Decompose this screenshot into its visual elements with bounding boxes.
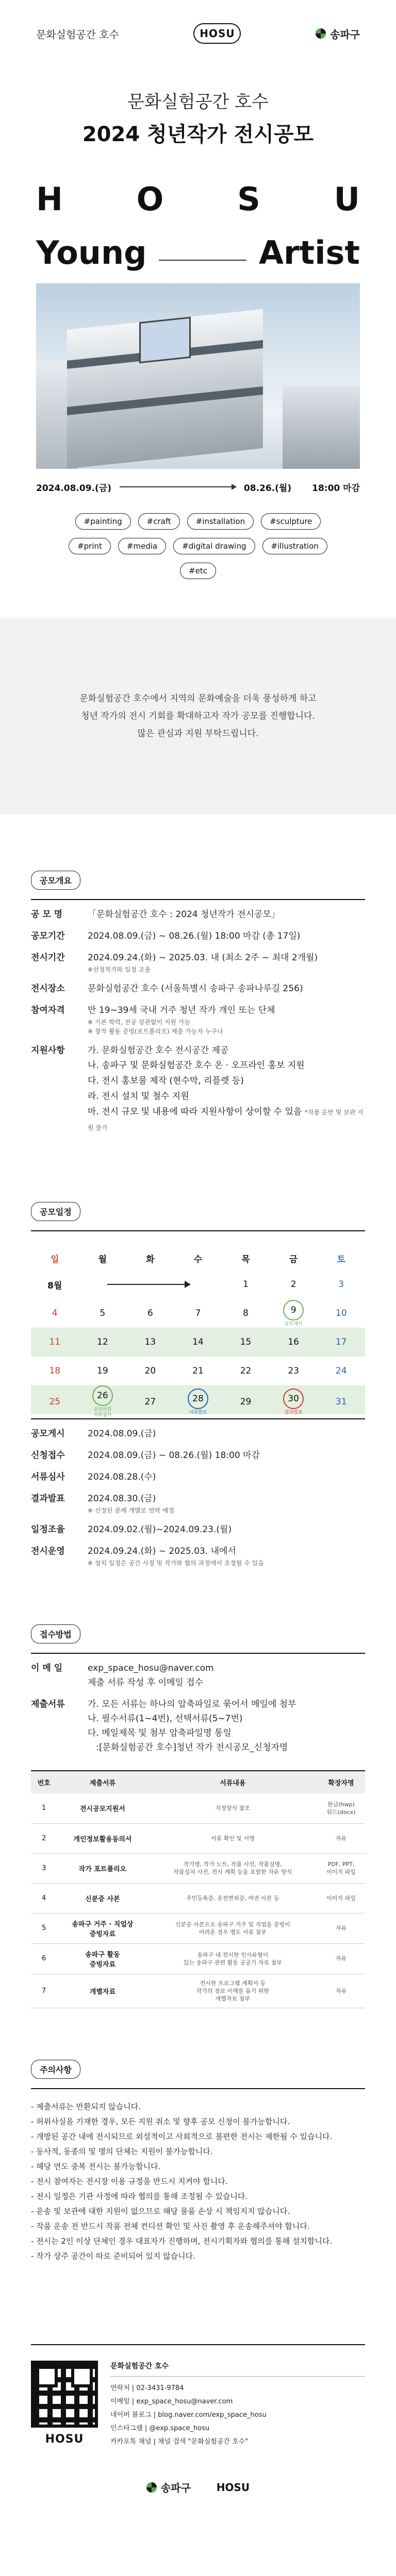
row-key: 일정조율: [31, 1524, 65, 1535]
calendar-day: 21: [192, 1366, 204, 1376]
schedule-row: [31, 1470, 365, 1484]
doc-rule: 다. 메일제목 및 첨부 압축파일명 통일: [88, 1728, 232, 1738]
cell-desc: 서류 확인 및 서명: [148, 1823, 317, 1853]
young-word: Young: [36, 233, 147, 272]
cell-name: 송파구 활동 증빙자료: [57, 1943, 148, 1974]
weekday-header: 월: [98, 1255, 107, 1265]
table-row: [31, 1943, 365, 1974]
cell-desc: 신분증 사본으로 송파구 거주 및 직업을 증빙이 어려운 경우 별도 서류 첨부: [148, 1913, 317, 1943]
cell-name: 신분증 사본: [57, 1883, 148, 1913]
cell-no: 1: [31, 1793, 57, 1823]
section-label: 주의사항: [31, 2060, 80, 2079]
overview-row: [31, 1043, 365, 1058]
cell-name: 개인정보활용동의서: [57, 1823, 148, 1853]
cell-ext: 자유: [317, 1823, 365, 1853]
footer-contact-line: 카카오톡 채널 | 채널 검색 "문화실험공간 호수": [110, 2438, 249, 2446]
calendar-day: 31: [335, 1397, 347, 1407]
intro-line: 청년 작가의 전시 기회를 확대하고자 작가 공모를 진행합니다.: [81, 711, 315, 721]
calendar-day: 30 결과발표: [270, 1388, 318, 1416]
calendar-week: [31, 1270, 365, 1299]
cell-no: 7: [31, 1974, 57, 2008]
weekday-header: 토: [337, 1255, 345, 1265]
letter-h: H: [36, 180, 63, 218]
row-value: 문화실험공간 호수 (서울특별시 송파구 송파나루길 256): [88, 984, 303, 994]
calendar-day: 23: [288, 1366, 299, 1376]
section-label: 공모일정: [31, 1202, 80, 1221]
calendar-day: 5: [100, 1308, 106, 1318]
overview-row: [31, 929, 365, 943]
weekday-header: 일: [51, 1255, 59, 1265]
cell-name: 개별자료: [57, 1974, 148, 2008]
support-item: 라. 전시 설치 및 철수 지원: [88, 1091, 189, 1101]
calendar-day: 22: [240, 1366, 252, 1376]
calendar-day: 6: [147, 1308, 153, 1318]
row-note: ※ 기본 학력, 전공 상관없이 지원 가능 ※ 창작 활동 증빙(포트폴리오) 제출 가능자 누구나: [88, 1019, 223, 1035]
end-date: 08.26.(월): [243, 483, 292, 494]
young-artist-row: [0, 227, 396, 278]
tag: #installation: [187, 513, 254, 530]
calendar-day: 19: [97, 1366, 108, 1376]
calendar-day: 9 공모개시: [270, 1300, 318, 1327]
table-row: [31, 1823, 365, 1853]
letter-u: U: [334, 180, 360, 218]
cell-no: 3: [31, 1853, 57, 1883]
calendar-day: 29: [240, 1397, 252, 1407]
overview-row: [31, 981, 365, 996]
footer-contact-line: 인스타그램 | @exp.space_hosu: [110, 2425, 210, 2432]
cell-no: 5: [31, 1913, 57, 1943]
tag: #digital drawing: [173, 538, 255, 554]
cell-no: 6: [31, 1943, 57, 1974]
table-row: [31, 1974, 365, 2008]
email-note: 제출 서류 작성 후 이메일 접수: [88, 1677, 204, 1688]
row-value: 2024.08.30.(금): [88, 1494, 156, 1504]
calendar-day: 1: [243, 1279, 249, 1290]
row-key: 전시장소: [31, 984, 65, 994]
calendar-day: 14: [192, 1337, 204, 1347]
overview-row: [31, 1003, 365, 1036]
calendar-day: 12: [97, 1337, 108, 1347]
section-label: 접수방법: [31, 1624, 80, 1643]
table-row: [31, 1913, 365, 1943]
row-key: 전시기간: [31, 953, 65, 963]
schedule-section: [0, 1202, 396, 1568]
letter-o: O: [136, 180, 164, 218]
songpa-logo: [316, 26, 360, 41]
notice-item: - 해당 연도 중복 전시는 불가능합니다.: [31, 2161, 161, 2171]
column-header: 확장자명: [317, 1771, 365, 1793]
intro-box: [0, 618, 396, 814]
calendar-day: 26 공모마감 서류심사: [79, 1385, 127, 1418]
weekday-header: 금: [289, 1255, 298, 1265]
doc-rule: :[문화실험공간 호수]청년 작가 전시공모_신청자명: [88, 1742, 288, 1753]
documents-table: [31, 1770, 365, 2008]
hosu-logo: HOSU: [193, 23, 241, 44]
cell-ext: 자유: [317, 1943, 365, 1974]
column-header: 제출서류: [57, 1771, 148, 1793]
tag: #illustration: [262, 538, 327, 554]
row-key: 공 모 명: [31, 909, 63, 920]
schedule-row: [31, 1427, 365, 1441]
footer-songpa-logo: 송파구: [146, 2480, 191, 2495]
row-value: 2024.08.28.(수): [88, 1472, 156, 1482]
genre-tags: [0, 505, 396, 587]
tag: #print: [69, 538, 111, 554]
row-key: 공모기간: [31, 931, 65, 941]
support-item: 다. 전시 홍보물 제작 (현수막, 리플렛 등): [88, 1076, 244, 1086]
calendar-day: 24: [335, 1366, 347, 1376]
doc-rule: 가. 모든 서류는 하나의 압축파일로 묶어서 메일에 첨부: [88, 1699, 296, 1709]
page-title: 2024 청년작가 전시공모: [82, 123, 314, 146]
calendar-day: 8: [243, 1308, 249, 1318]
row-key: 서류심사: [31, 1472, 65, 1482]
divider-line: [159, 260, 246, 261]
schedule-row: [31, 1522, 365, 1537]
deadline-time: 18:00 마감: [312, 483, 360, 494]
support-list: [31, 1058, 365, 1135]
title-sub: 문화실험공간 호수: [127, 92, 269, 112]
notice-item: - 동사적, 동종의 및 명의 단체는 지원이 불가능합니다.: [31, 2146, 213, 2156]
calendar-day: 15: [240, 1337, 252, 1347]
row-note: ※선정작가와 일정 조율: [88, 966, 151, 973]
songpa-emblem-icon: [316, 28, 326, 39]
arrow-icon: [107, 1284, 190, 1285]
notice-list: [31, 2099, 365, 2264]
notice-item: - 전시는 2인 이상 단체인 경우 대표자가 진행하며, 전시기획자와 협의를 통해 설치합니다.: [31, 2236, 333, 2246]
calendar-week: [31, 1299, 365, 1328]
tag: #sculpture: [261, 513, 321, 530]
calendar-day: 28 서류발표: [174, 1388, 222, 1416]
doc-rule: 나. 필수서류(1~4번), 선택서류(5~7번): [88, 1714, 243, 1724]
cell-ext: 한글(hwp) 워드(docx): [317, 1793, 365, 1823]
qr-code-icon[interactable]: [31, 2361, 98, 2428]
notice-section: [0, 2060, 396, 2264]
hosu-letters: [0, 180, 396, 227]
row-key: 공모게시: [31, 1429, 65, 1439]
cell-ext: 이미지 파일: [317, 1883, 365, 1913]
footer-hosu-logo: HOSU: [216, 2481, 250, 2494]
row-value: 「문화실험공간 호수 : 2024 청년작가 전시공모」: [88, 909, 280, 920]
row-key: 지원사항: [31, 1045, 65, 1056]
cell-ext: 자유: [317, 1974, 365, 2008]
email-key: 이 메 일: [31, 1663, 63, 1673]
calendar-week: [31, 1328, 365, 1357]
tag: #etc: [180, 563, 216, 579]
cell-no: 4: [31, 1883, 57, 1913]
cell-no: 2: [31, 1823, 57, 1853]
calendar-day: 8월: [47, 1280, 62, 1291]
weekday-header: 화: [146, 1255, 155, 1265]
calendar-day: 18: [49, 1366, 61, 1376]
footer-contact-line: 네이버 블로그 | blog.naver.com/exp_space_hosu: [110, 2411, 267, 2419]
overview-row: [31, 951, 365, 974]
docs-key: 제출서류: [31, 1699, 65, 1709]
contact-email[interactable]: exp_space_hosu@naver.com: [88, 1663, 214, 1673]
calendar-day: 3: [338, 1279, 344, 1290]
tag: #craft: [138, 513, 180, 530]
schedule-row: [31, 1448, 365, 1463]
calendar: [31, 1247, 365, 1418]
cell-name: 송파구 거주 · 직업상 증빙자료: [57, 1913, 148, 1943]
start-date: 2024.08.09.(금): [36, 483, 111, 494]
row-key: 신청접수: [31, 1450, 65, 1461]
notice-item: - 제출서류는 반환되지 않습니다.: [31, 2102, 141, 2111]
cell-desc: 작가명, 작가 노트, 작품 사진, 작품설명, 작품설치 사진, 전시 계획 등을 포함한 자유 양식: [148, 1853, 317, 1883]
artist-word: Artist: [259, 233, 360, 272]
row-key: 전시운영: [31, 1546, 65, 1556]
cell-desc: 전시한 프로그램 계획서 등 작가의 정보 이해를 돕기 위한 개별자료 첨부: [148, 1974, 317, 2008]
row-value: 2024.08.09.(금) ~ 08.26.(월) 18:00 마감: [88, 1450, 260, 1461]
tag: #media: [118, 538, 166, 554]
calendar-week: [31, 1385, 365, 1418]
notice-item: - 작품 운송 전 반드시 작품 전체 컨디션 확인 및 사진 촬영 후 운송해주셔야 합니다.: [31, 2221, 310, 2231]
header-left-label: 문화실험공간 호수: [36, 28, 119, 41]
header: [0, 0, 396, 67]
footer: [0, 2344, 396, 2576]
footer-contact-line: 연락처 | 02-3431-9784: [110, 2384, 184, 2392]
title-block: [0, 67, 396, 180]
table-row: [31, 1793, 365, 1823]
arrow-icon: [120, 486, 236, 487]
schedule-row: [31, 1492, 365, 1515]
schedule-row: [31, 1544, 365, 1568]
weekday-header: 목: [241, 1255, 250, 1265]
row-value: 2024.08.09.(금) ~ 08.26.(월) 18:00 마감 (총 17일): [88, 931, 301, 941]
intro-line: 많은 관심과 지원 부탁드립니다.: [137, 728, 259, 739]
calendar-day: 4: [52, 1308, 58, 1318]
support-item: 나. 송파구 및 문화실험공간 호수 온 · 오프라인 홍보 지원: [88, 1060, 305, 1071]
row-value: 가. 문화실험공간 호수 전시공간 제공: [88, 1045, 229, 1056]
calendar-day: 11: [49, 1337, 61, 1347]
calendar-day: 7: [195, 1308, 201, 1318]
row-key: 참여자격: [31, 1005, 65, 1015]
notice-item: - 전시 일정은 기관 사정에 따라 협의를 통해 조정될 수 있습니다.: [31, 2191, 248, 2201]
row-value: 2024.09.24.(화) ~ 2025.03. 내 (최소 2주 ~ 최대 2개월): [88, 953, 318, 963]
column-header: 서류내용: [148, 1771, 317, 1793]
apply-section: [0, 1624, 396, 2008]
notice-item: - 전시 참여자는 전시장 이용 규정을 반드시 지켜야 합니다.: [31, 2176, 228, 2186]
cell-desc: 지정양식 참조: [148, 1793, 317, 1823]
calendar-day: 17: [335, 1337, 347, 1347]
row-value: 만 19~39세 국내 거주 청년 작가 개인 또는 단체: [88, 1005, 275, 1015]
row-value: 2024.09.24.(화) ~ 2025.03. 내에서: [88, 1546, 236, 1556]
building-photo: [36, 283, 360, 469]
weekday-header: 수: [193, 1255, 203, 1265]
support-item: 마. 전시 규모 및 내용에 따라 지원사항이 상이할 수 있음 *작품 운반 및 보관 지원 불가: [88, 1107, 364, 1131]
table-row: [31, 1853, 365, 1883]
table-row: [31, 1883, 365, 1913]
calendar-day: 13: [144, 1337, 156, 1347]
notice-item: - 허위사실을 기재한 경우, 모든 지원 취소 및 향후 공모 신청이 불가능합니다.: [31, 2116, 290, 2126]
calendar-day: 2: [290, 1279, 296, 1290]
row-key: 결과발표: [31, 1494, 65, 1504]
calendar-week: [31, 1357, 365, 1385]
section-label: 공모개요: [31, 871, 80, 890]
cell-desc: 주민등록증, 운전면허증, 여권 사본 등: [148, 1883, 317, 1913]
row-note: ※ 선정된 분께 개별로 연락 예정: [88, 1507, 175, 1514]
cell-name: 작가 포트폴리오: [57, 1853, 148, 1883]
notice-item: - 작가 상주 공간이 따로 준비되어 있지 않습니다.: [31, 2251, 195, 2261]
calendar-day: 20: [144, 1366, 156, 1376]
qr-label: HOSU: [45, 2433, 84, 2446]
notice-item: - 개방된 공간 내에 전시되므로 외설적이고 사회적으로 불편한 전시는 제한될 수 있습니다.: [31, 2131, 333, 2141]
songpa-emblem-icon: [146, 2482, 157, 2493]
calendar-day: 25: [49, 1397, 61, 1407]
footer-title: 문화실험공간 호수: [110, 2361, 365, 2377]
row-value: 2024.08.09.(금): [88, 1429, 156, 1439]
date-row: [0, 469, 396, 505]
tag: #painting: [75, 513, 131, 530]
calendar-day: 16: [288, 1337, 299, 1347]
row-value: 2024.09.02.(월)~2024.09.23.(월): [88, 1524, 232, 1535]
cell-ext: PDF, PPT, 이미지 파일: [317, 1853, 365, 1883]
column-header: 번호: [31, 1771, 57, 1793]
letter-s: S: [237, 180, 260, 218]
calendar-day: 27: [144, 1397, 156, 1407]
row-note: ※ 설치 일정은 공간 사정 및 작가와 협의 과정에서 조정될 수 있음: [88, 1560, 264, 1567]
cell-name: 전시공모지원서: [57, 1793, 148, 1823]
cell-ext: 자유: [317, 1913, 365, 1943]
footer-contact-line: 이메일 | exp_space_hosu@naver.com: [110, 2398, 233, 2405]
calendar-day: 10: [335, 1308, 347, 1318]
notice-item: - 운송 및 보관에 대한 지원이 없으므로 해당 물품 손상 시 책임지지 않습니다.: [31, 2206, 290, 2216]
songpa-logo-text: 송파구: [330, 28, 360, 41]
intro-line: 문화실험공간 호수에서 지역의 문화예술을 더욱 풍성하게 하고: [79, 693, 317, 704]
overview-row: [31, 907, 365, 922]
overview-section: [0, 871, 396, 1135]
cell-desc: 송파구 내 전시한 인사유형이 있는 송파구 관련 활동 공공기 자료 첨부: [148, 1943, 317, 1974]
